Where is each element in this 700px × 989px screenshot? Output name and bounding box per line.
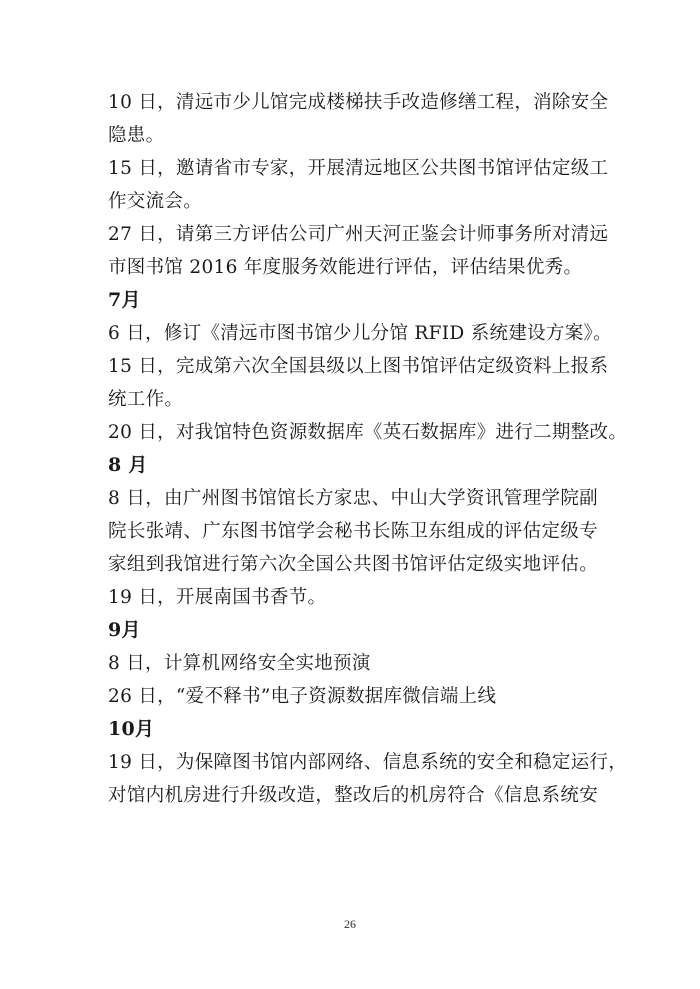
text-line: 15 日，完成第六次全国县级以上图书馆评估定级资料上报系 <box>108 356 609 377</box>
text-line: 对馆内机房进行升级改造，整改后的机房符合《信息系统安 <box>108 785 598 806</box>
month-heading: 10月 <box>108 718 155 740</box>
text-line: 家组到我馆进行第六次全国公共图书馆评估定级实地评估。 <box>108 554 598 575</box>
month-heading: 9月 <box>108 619 141 641</box>
page-body <box>108 86 628 812</box>
text-line: 19 日，为保障图书馆内部网络、信息系统的安全和稳定运行， <box>108 752 628 773</box>
text-line: 8 日，由广州图书馆馆长方家忠、中山大学资讯管理学院副 <box>108 488 598 509</box>
text-line: 8 日，计算机网络安全实地预演 <box>108 653 371 674</box>
text-line: 15 日，邀请省市专家，开展清远地区公共图书馆评估定级工 <box>108 158 609 179</box>
text-line: 20 日，对我馆特色资源数据库《英石数据库》进行二期整改。 <box>108 422 628 443</box>
text-line: 市图书馆 2016 年度服务效能进行评估，评估结果优秀。 <box>108 257 583 278</box>
text-line: 统工作。 <box>108 389 184 410</box>
month-heading: 7月 <box>108 289 141 311</box>
text-line: 院长张靖、广东图书馆学会秘书长陈卫东组成的评估定级专 <box>108 521 598 542</box>
text-line: 26 日，“爱不释书”电子资源数据库微信端上线 <box>108 686 497 707</box>
text-line: 作交流会。 <box>108 191 203 212</box>
text-line: 10 日，清远市少儿馆完成楼梯扶手改造修缮工程，消除安全 <box>108 92 609 113</box>
text-line: 19 日，开展南国书香节。 <box>108 587 327 608</box>
text-line: 隐患。 <box>108 125 165 146</box>
text-line: 6 日，修订《清远市图书馆少儿分馆 RFID 系统建设方案》。 <box>108 323 612 344</box>
page-number: 26 <box>344 917 356 931</box>
month-heading: 8 月 <box>108 454 148 476</box>
text-line: 27 日，请第三方评估公司广州天河正鉴会计师事务所对清远 <box>108 224 609 245</box>
